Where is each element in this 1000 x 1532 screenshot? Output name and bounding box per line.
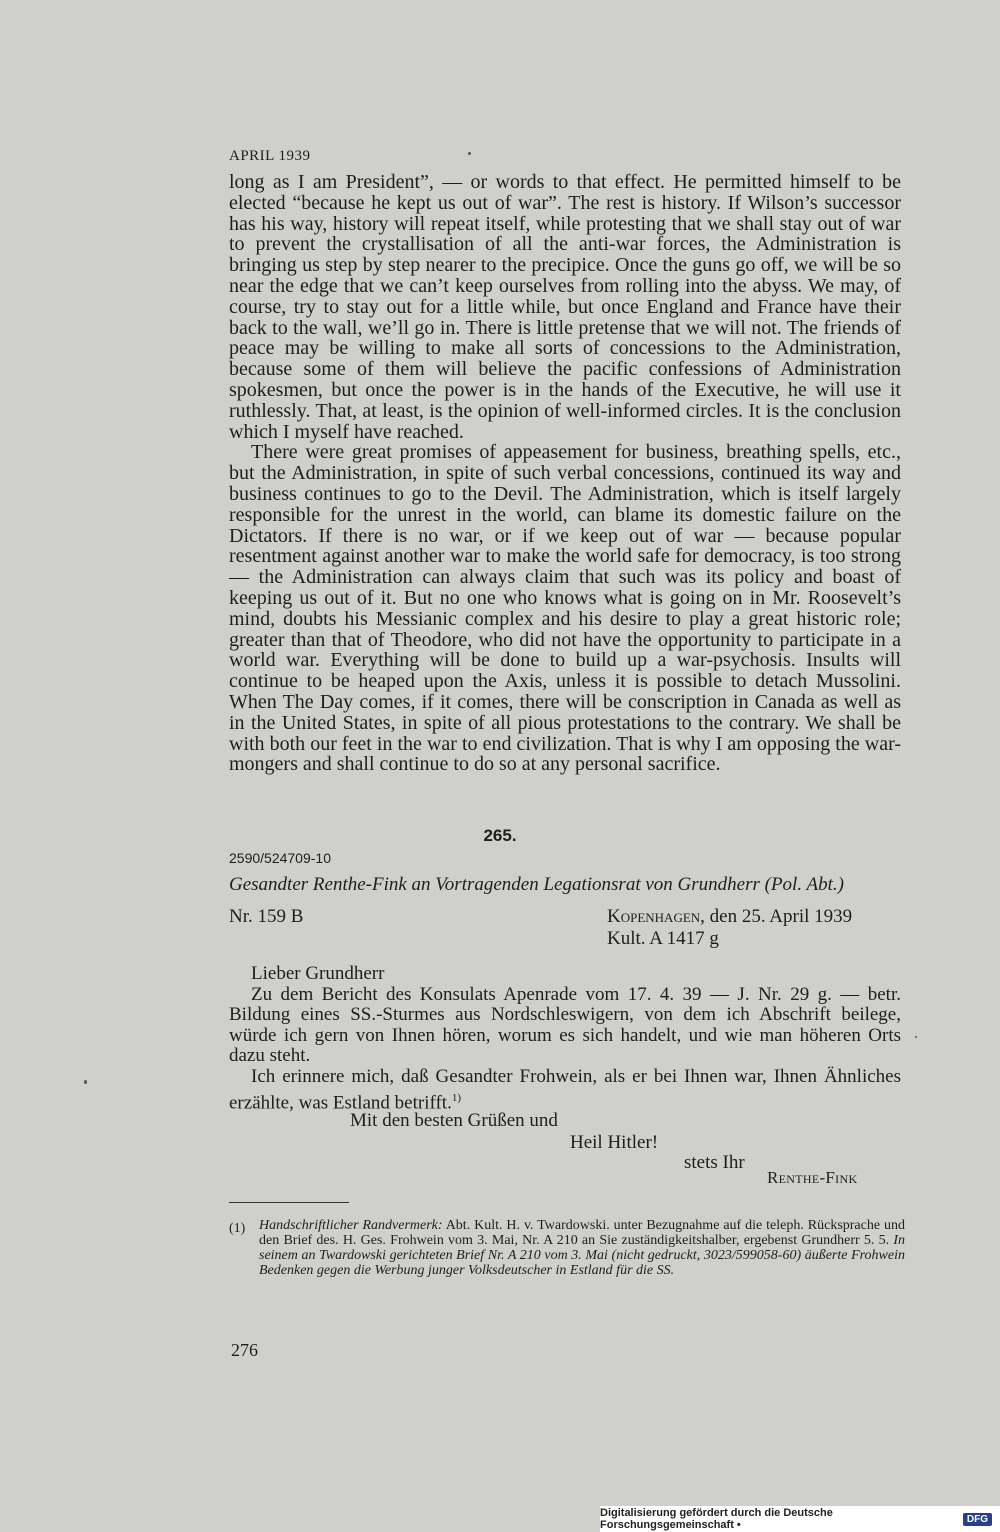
running-head: APRIL 1939	[229, 148, 311, 164]
digitization-footer	[600, 1506, 1000, 1532]
date: , den 25. April 1939	[700, 906, 853, 927]
footer-text: Digitalisierung gefördert durch die Deutsche Forschungsgemeinschaft •	[600, 1507, 833, 1531]
document-heading: Gesandter Renthe-Fink an Vortragenden Legationsrat von Grundherr (Pol. Abt.)	[229, 874, 844, 895]
closing-line: Mit den besten Grüßen und	[350, 1110, 558, 1131]
closing-line: Heil Hitler!	[570, 1132, 659, 1153]
footnote-label: Handschriftlicher Randvermerk:	[259, 1218, 443, 1233]
footnote-text: Handschriftlicher Randvermerk: Abt. Kult. H. v. Twardowski. unter Bezugnahme auf die teleph. Rücksprache und den Brief des. H. Ges. Frohwein vom 3. Mai, Nr. A 210 an Sie zuständigkeitshalber, ergebenst Grundherr 5. 5. In seinem an Twardowski gerichteten Brief Nr. A 210 vom 3. Mai (nicht gedruckt, 3023/599058-60) äußerte Frohwein Bedenken gegen die Werbung junger Volksdeutscher in Estland für die SS.	[259, 1218, 905, 1278]
place-and-date	[607, 906, 852, 950]
letter-body	[229, 964, 901, 1113]
paragraph: There were great promises of appeasement for business, breathing spells, etc., but the Administration, in spite of such verbal concessions, continued its way and business continues to go to the Devil. The Administration, which is itself largely responsible for the unrest in the world, can blame its domestic failure on the Dictators. If there is no war, or if we keep out of war — because popular resentment against another war to make the world safe for democracy, is too strong — the Administration can always claim that such was its policy and boast of keeping us out of it. But no one who knows what is going on in Mr. Roosevelt’s mind, doubts his Messianic complex and his desire to play a great historic role; greater than that of Theodore, who did not have the opportunity to participate in a world war. Everything will be done to build up a war-psychosis. Insults will continue to be heaped upon the Axis, unless it is possible to detach Mussolini. When The Day comes, if it comes, there will be conscription in Canada as well as in the United States, in spite of all pious protestations to the contrary. We shall be with both our feet in the war to end civilization. That is why I am opposing the war-mongers and shall continue to do so at any personal sacrifice.	[229, 441, 901, 776]
paragraph: Ich erinnere mich, daß Gesandter Frohwein, als er bei Ihnen war, Ihnen Ähnliches erzählte, was Estland betrifft.$^{1)}$	[229, 1065, 901, 1113]
footnote-divider	[229, 1202, 349, 1203]
film-reference: 2590/524709-10	[229, 850, 331, 866]
file-reference: Kult. A 1417 g	[607, 928, 719, 949]
paper-speck	[468, 152, 471, 155]
paper-speck	[915, 1036, 917, 1038]
place: Kopenhagen	[607, 906, 701, 927]
document-number: 265.	[483, 826, 517, 845]
paragraph: Zu dem Bericht des Konsulats Apenrade vom 17. 4. 39 — J. Nr. 29 g. — betr. Bildung eines SS.-Sturmes aus Nordschleswigern, von dem ich Abschrift beilege, würde ich gern von Ihnen hören, worum es sich handelt, und wie man höheren Orts dazu steht.	[229, 983, 901, 1067]
dfg-logo-icon: DFG	[963, 1513, 992, 1526]
paper-speck	[84, 1080, 87, 1084]
paragraph: long as I am President”, — or words to that effect. He permitted himself to be elected “because he kept us out of war”. The rest is history. If Wilson’s successor has his way, history will repeat itself, while protesting that we shall stay out of war to prevent the crystallisation of all the anti-war forces, the Administration is bringing us step by step nearer to the precipice. Once the guns go off, we will be so near the edge that we can’t keep ourselves from rolling into the abyss. We may, of course, try to stay out for a little while, but once England and France have their back to the wall, we’ll go in. There is little pretense that we will not. The friends of peace may be willing to make all sorts of concessions to the Administration, because some of them will believe the pacific confessions of Administration spokesmen, but once the power is in the hands of the Executive, he will use it ruthlessly. That, at least, is the opinion of well-informed circles. It is the conclusion which I myself have reached.	[229, 171, 901, 443]
letter-continuation	[229, 172, 901, 775]
signature: Renthe-Fink	[767, 1168, 858, 1187]
salutation: Lieber Grundherr	[251, 963, 385, 984]
closing-line: stets Ihr	[684, 1152, 745, 1173]
footnote	[229, 1218, 905, 1278]
page-number: 276	[231, 1340, 258, 1360]
reference-number: Nr. 159 B	[229, 906, 304, 927]
footnote-marker: 1)	[451, 1091, 461, 1104]
footnote-mark: (1)	[229, 1221, 246, 1236]
footnote-italic: In seinem an Twardowski gerichteten Brief Nr. A 210 vom 3. Mai (nicht gedruckt, 3023/599058-60) äußerte Frohwein Bedenken gegen die Werbung junger Volksdeutscher in Estland für die SS.	[259, 1233, 905, 1278]
